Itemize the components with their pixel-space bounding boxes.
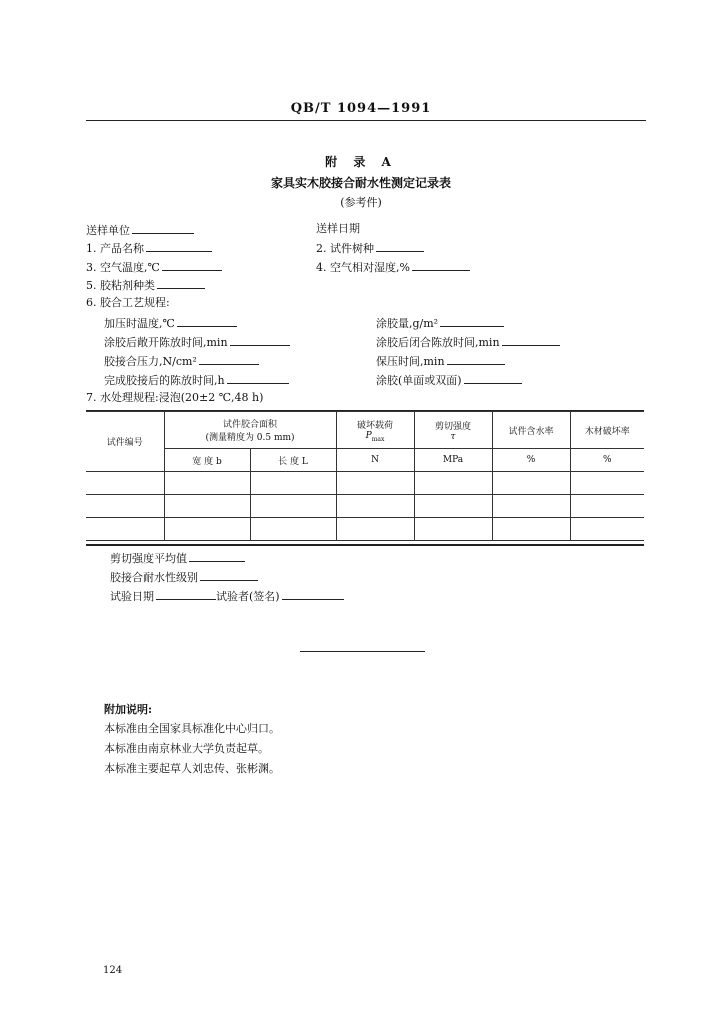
- field-closed-time: 涂胶后闭合陈放时间,min: [376, 334, 560, 350]
- col-moisture-unit: %: [492, 449, 570, 472]
- col-width-header: 宽 度 b: [164, 449, 250, 472]
- field-humidity: 4. 空气相对湿度,%: [316, 259, 470, 275]
- col-load-unit: N: [336, 449, 414, 472]
- field-glue-side: 涂胶(单面或双面): [376, 372, 522, 388]
- end-rule: [300, 651, 425, 652]
- appendix-note: (参考件): [340, 196, 382, 209]
- field-open-time: 涂胶后敞开陈放时间,min: [104, 334, 290, 350]
- table-row: [86, 495, 644, 518]
- col-moisture-header: 试件含水率: [492, 412, 570, 449]
- field-product-name: 1. 产品名称: [86, 240, 212, 256]
- appendix-label: 附 录 A: [325, 155, 397, 169]
- field-pressure: 胶接合压力,N/cm²: [104, 353, 259, 369]
- col-load-header: 破坏载荷 $P_{max}$: [336, 412, 414, 449]
- notes-line-3: 本标准主要起草人刘忠传、张彬渊。: [104, 762, 280, 775]
- col-area-header: 试件胶合面积 (测量精度为 0.5 mm): [164, 412, 336, 449]
- summary-date-tester: 试验日期 试验者(签名): [110, 588, 344, 604]
- field-adhesive-type: 5. 胶粘剂种类: [86, 277, 205, 293]
- header-rule: [86, 120, 646, 121]
- page-number: 124: [103, 965, 123, 976]
- field-glue-amount: 涂胶量,g/m²: [376, 315, 504, 331]
- col-failure-header: 木材破坏率: [570, 412, 644, 449]
- col-shear-header: 剪切强度 τ: [414, 412, 492, 449]
- col-shear-unit: MPa: [414, 449, 492, 472]
- field-heat-temp: 加压时温度,℃: [104, 315, 237, 331]
- table-bottom-rule: [86, 544, 644, 546]
- appendix-title: 家具实木胶接合耐水性测定记录表: [270, 176, 451, 190]
- field-process: 6. 胶合工艺规程:: [86, 296, 170, 309]
- summary-grade: 胶接合耐水性级别: [110, 569, 258, 585]
- col-length-header: 长 度 L: [250, 449, 336, 472]
- record-table: [86, 411, 644, 541]
- field-hold-time: 保压时间,min: [376, 353, 505, 369]
- notes-line-1: 本标准由全国家具标准化中心归口。: [104, 722, 280, 735]
- col-failure-unit: %: [570, 449, 644, 472]
- field-cure-time: 完成胶接后的陈放时间,h: [104, 372, 289, 388]
- standard-code: QB/T 1094—1991: [290, 101, 432, 116]
- field-sender: 送样单位: [86, 222, 194, 238]
- field-wood-species: 2. 试件树种: [316, 240, 424, 256]
- field-air-temp: 3. 空气温度,℃: [86, 259, 222, 275]
- col-specimen-header: 试件编号: [86, 412, 164, 472]
- summary-average: 剪切强度平均值: [110, 550, 245, 566]
- field-water-treatment: 7. 水处理规程:浸泡(20±2 ℃,48 h): [86, 391, 264, 404]
- table-row: [86, 472, 644, 495]
- table-row: [86, 518, 644, 541]
- notes-heading: 附加说明:: [104, 703, 153, 716]
- notes-line-2: 本标准由南京林业大学负责起草。: [104, 742, 269, 755]
- field-send-date: 送样日期: [316, 222, 360, 235]
